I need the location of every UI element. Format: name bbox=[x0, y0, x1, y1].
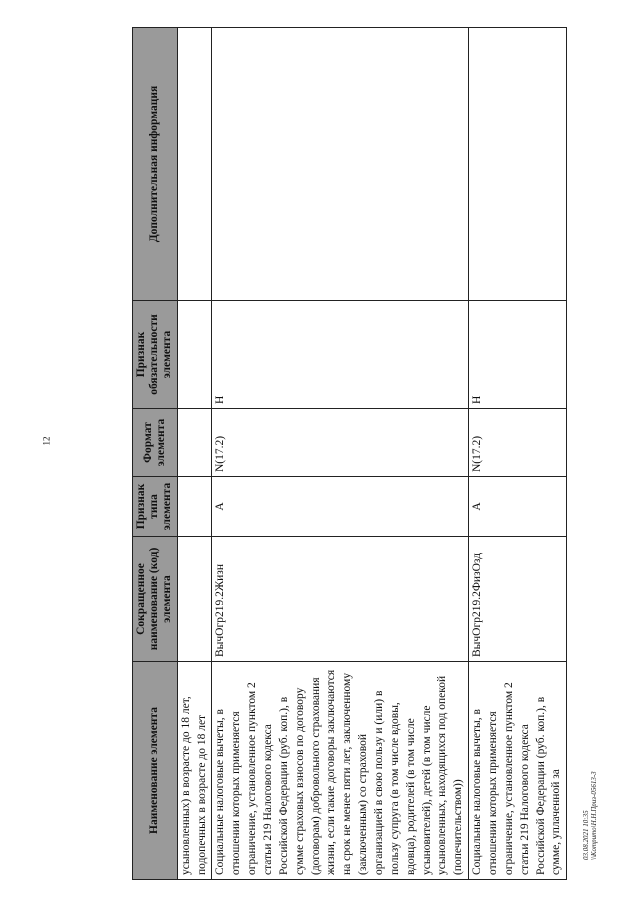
header-name: Наименование элемента bbox=[133, 662, 178, 880]
header-format: Формат элемента bbox=[133, 409, 178, 477]
cell-format bbox=[177, 409, 212, 477]
footer-line-2: \\Kompumo\Н.Н.Приз-05613-3 bbox=[590, 771, 599, 860]
cell-code: ВычОгр219.2Жизн bbox=[212, 537, 469, 662]
table-row bbox=[212, 28, 469, 880]
elements-table bbox=[132, 27, 567, 880]
cell-type bbox=[177, 477, 212, 537]
table-header-row bbox=[133, 28, 178, 880]
table-row bbox=[469, 28, 567, 880]
cell-name: Социальные налоговые вычеты, в отношении которых применяется ограничение, установленное пунктом 2 статьи 219 Налогового кодекса Российской Федерации (руб. коп.), в сумме страховых взносов по договору (договорам) добровольного страхования жизни, если такие договоры заключаются на срок не менее пяти лет, заключенному (заключенным) со страховой организацией в свою пользу и (или) в пользу супруга (в том числе вдовы, вдовца), родителей (в том числе усыновителей), детей (в том числе усыновленных, находящихся под опекой (попечительством)) bbox=[212, 662, 469, 880]
cell-name: усыновленных) в возрасте до 18 лет, подопечных в возрасте до 18 лет bbox=[177, 662, 212, 880]
table-row bbox=[177, 28, 212, 880]
page-number: 12 bbox=[41, 436, 52, 446]
header-short: Сокращенное наименование (код) элемента bbox=[133, 537, 178, 662]
cell-type: А bbox=[212, 477, 469, 537]
document-table-rotated bbox=[132, 28, 563, 880]
header-extra: Дополнительная информация bbox=[133, 28, 178, 301]
cell-mandatory: Н bbox=[212, 301, 469, 409]
cell-mandatory bbox=[177, 301, 212, 409]
header-mandatory: Признак обязательности элемента bbox=[133, 301, 178, 409]
cell-extra bbox=[212, 28, 469, 301]
cell-type: А bbox=[469, 477, 567, 537]
footer-line-1: 03.08.2021 10:35 bbox=[582, 810, 590, 860]
cell-mandatory: Н bbox=[469, 301, 567, 409]
cell-format: N(17.2) bbox=[212, 409, 469, 477]
cell-extra bbox=[469, 28, 567, 301]
footer-stamp bbox=[582, 771, 599, 860]
cell-format: N(17.2) bbox=[469, 409, 567, 477]
cell-name: Социальные налоговые вычеты, в отношении которых применяется ограничение, установленное пунктом 2 статьи 219 Налогового кодекса Российской Федерации (руб. коп.), в сумме, уплаченной за bbox=[469, 662, 567, 880]
cell-extra bbox=[177, 28, 212, 301]
header-type: Признак типа элемента bbox=[133, 477, 178, 537]
cell-code bbox=[177, 537, 212, 662]
cell-code: ВычОгр219.2ФизОзд bbox=[469, 537, 567, 662]
